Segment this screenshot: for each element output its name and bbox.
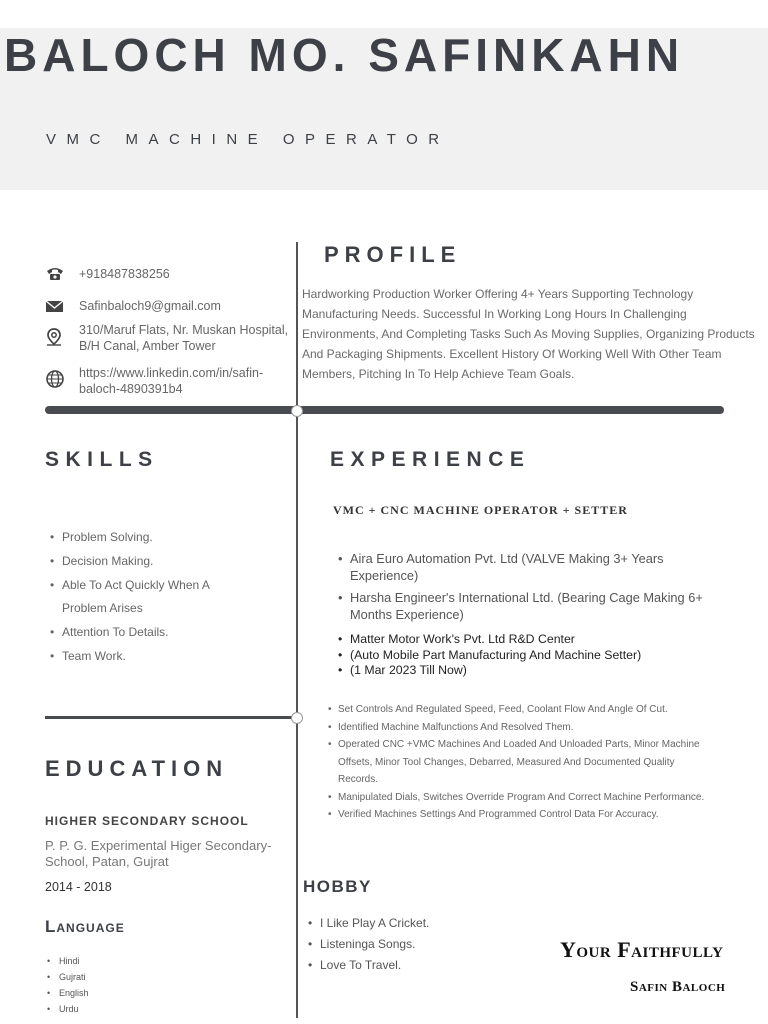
list-item: • Identified Machine Malfunctions And Resolved Them. [328, 719, 712, 737]
candidate-name: BALOCH MO. SAFINKAHN [4, 29, 685, 81]
job-role: VMC MACHINE OPERATOR [46, 131, 450, 148]
list-item: • Aira Euro Automation Pvt. Ltd (VALVE Making 3+ Years Experience) [338, 550, 728, 584]
signature-name: Safin Baloch [630, 979, 726, 995]
skills-heading: SKILLS [45, 448, 159, 471]
education-heading: EDUCATION [45, 756, 229, 781]
school-name: HIGHER SECONDARY SCHOOL [45, 814, 249, 828]
current-job-list [338, 632, 738, 679]
list-item: • Harsha Engineer's International Ltd. (Bearing Cage Making 6+ Months Experience) [338, 589, 728, 623]
list-item: • Problem Solving. [50, 526, 250, 550]
education-divider [45, 716, 297, 719]
duties-list [328, 701, 712, 824]
contact-address: 310/Maruf Flats, Nr. Muskan Hospital, B/H Canal, Amber Tower [45, 322, 305, 358]
horizontal-divider-bar [45, 406, 724, 414]
list-item: • Listeninga Songs. [308, 934, 429, 955]
profile-heading: PROFILE [324, 242, 462, 267]
location-pin-icon [45, 327, 65, 345]
list-item: • (1 Mar 2023 Till Now) [338, 663, 738, 679]
list-item: • Decision Making. [50, 550, 250, 574]
list-item: • Matter Motor Work's Pvt. Ltd R&D Center [338, 632, 738, 648]
contact-email: Safinbaloch9@gmail.com [45, 298, 305, 318]
hobby-heading: HOBBY [303, 877, 372, 896]
education-years: 2014 - 2018 [45, 880, 112, 894]
mail-icon [45, 298, 65, 316]
contact-linkedin: https://www.linkedin.com/in/safin-baloch-4890391b4 [45, 365, 305, 401]
list-item: • Set Controls And Regulated Speed, Feed, Coolant Flow And Angle Of Cut. [328, 701, 712, 719]
contact-phone: +918487838256 [45, 266, 305, 286]
list-item: • Team Work. [50, 645, 250, 669]
hobby-list [308, 913, 429, 976]
skills-list [50, 526, 250, 669]
vertical-divider [296, 242, 298, 1018]
closing-greeting: Your Faithfully [560, 937, 724, 962]
divider-node [291, 405, 303, 417]
list-item: • Operated CNC +VMC Machines And Loaded And Unloaded Parts, Minor Machine Offsets, Minor Tool Changes, Debarred, Measured And Documented Quality Records. [328, 736, 712, 789]
globe-icon [45, 369, 65, 387]
language-heading: Language [45, 917, 125, 936]
list-item: • (Auto Mobile Part Manufacturing And Machine Setter) [338, 648, 738, 664]
profile-text: Hardworking Production Worker Offering 4+ Years Supporting Technology Manufacturing Needs. Successful In Working Long Hours In Challenging Environments, And Completing Tasks Such As Moving Supplies, Organizing Products And Packaging Shipments. Excellent History Of Working Well With Other Team Members, Pitching In To Help Achieve Team Goals. [302, 287, 755, 381]
list-item: • Urdu [47, 1001, 89, 1017]
school-description: P. P. G. Experimental Higer Secondary-School, Patan, Gujrat [45, 838, 272, 869]
experience-heading: EXPERIENCE [330, 448, 531, 471]
phone-icon [45, 266, 65, 284]
list-item: • I Like Play A Cricket. [308, 913, 429, 934]
divider-node [291, 712, 303, 724]
language-list [47, 953, 89, 1017]
list-item: • Verified Machines Settings And Programmed Control Data For Accuracy. [328, 806, 712, 824]
position-title: VMC + CNC MACHINE OPERATOR + SETTER [333, 503, 628, 517]
list-item: • Love To Travel. [308, 955, 429, 976]
list-item: • Hindi [47, 953, 89, 969]
list-item: • Manipulated Dials, Switches Override Program And Correct Machine Performance. [328, 789, 712, 807]
jobs-list [338, 550, 728, 623]
list-item: • Gujrati [47, 969, 89, 985]
list-item: • English [47, 985, 89, 1001]
list-item: • Able To Act Quickly When A Problem Arises [50, 574, 250, 622]
list-item: • Attention To Details. [50, 621, 250, 645]
